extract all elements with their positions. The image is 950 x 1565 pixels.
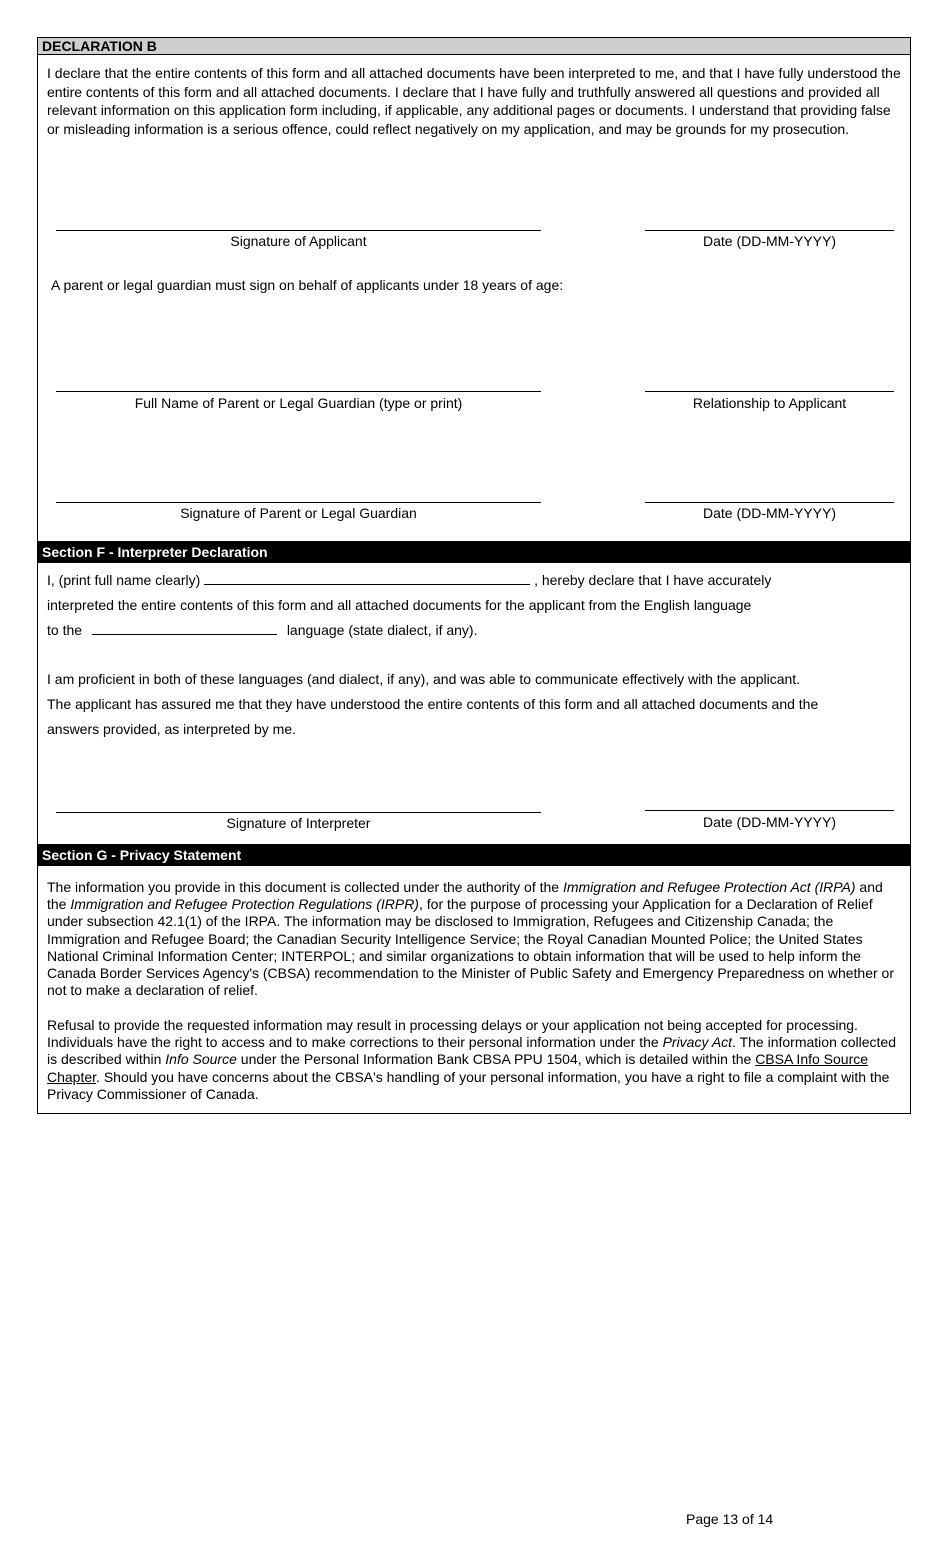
interpreter-signature-label: Signature of Interpreter	[226, 815, 371, 831]
guardian-name-label: Full Name of Parent or Legal Guardian (type or print)	[134, 395, 463, 411]
privacy-act-title: Privacy Act	[662, 1034, 733, 1051]
irpa-act-title: Immigration and Refugee Protection Act (IRPA)	[562, 879, 856, 895]
relationship-line[interactable]	[645, 391, 894, 392]
language-field[interactable]	[92, 622, 277, 635]
section-g-header: Section G - Privacy Statement	[38, 844, 910, 866]
privacy-p1-text-b: and the	[47, 879, 883, 913]
applicant-date-line[interactable]	[645, 230, 894, 231]
interpreter-para2-line2: The applicant has assured me that they have understood the entire contents of this form and all attached documents and the	[47, 696, 819, 712]
privacy-p2-text-d: . Should you have concerns about the CBSA's handling of your personal information, you have a right to file a complaint with the Privacy Commissioner of Canada.	[47, 1068, 890, 1102]
privacy-p2-text-c: under the Personal Information Bank CBSA PPU 1504, which is detailed within the	[236, 1051, 756, 1068]
interpreter-para2-line3: answers provided, as interpreted by me.	[47, 721, 297, 737]
form-frame	[37, 37, 911, 1114]
language-prefix: to the	[47, 622, 83, 638]
privacy-paragraph-2	[47, 1017, 903, 1103]
privacy-p1-text-a: The information you provide in this document is collected under the authority of the	[47, 879, 563, 895]
privacy-paragraph-1	[47, 879, 903, 999]
language-line	[47, 618, 907, 643]
privacy-p2-text-b: . The information collected is described within	[47, 1034, 897, 1068]
guardian-date-label: Date (DD-MM-YYYY)	[702, 505, 836, 521]
interpreter-date-label: Date (DD-MM-YYYY)	[702, 814, 836, 830]
interpreter-name-line	[47, 568, 907, 593]
interpreter-line2: interpreted the entire contents of this form and all attached documents for the applicant from the English language	[47, 597, 752, 613]
interpreter-name-prefix: I, (print full name clearly)	[47, 572, 201, 588]
guardian-name-line[interactable]	[56, 391, 541, 392]
page-number: Page 13 of 14	[686, 1511, 774, 1527]
guardian-date-line[interactable]	[645, 502, 894, 503]
section-f-header: Section F - Interpreter Declaration	[38, 541, 910, 563]
privacy-p1-text-c: , for the purpose of processing your Application for a Declaration of Relief under subsection 42.1(1) of the IRPA. The information may be disclosed to Immigration, Refugees and Citizenship Canada; the Immigration and Refugee Board; the Canadian Security Intelligence Service; the Royal Canadian Mounted Police; the United States National Criminal Information Center; INTERPOL; and similar organizations to obtain information that will be used to help inform the Canada Border Services Agency's (CBSA) recommendation to the Minister of Public Safety and Emergency Preparedness on whether or not to make a declaration of relief.	[47, 896, 894, 999]
applicant-date-label: Date (DD-MM-YYYY)	[702, 233, 836, 249]
guardian-signature-label: Signature of Parent or Legal Guardian	[180, 505, 417, 521]
guardian-signature-line[interactable]	[56, 502, 541, 503]
declaration-b-header: DECLARATION B	[38, 38, 910, 55]
cbsa-info-source-link[interactable]: CBSA Info Source Chapter	[47, 1051, 869, 1085]
irpr-regulations-title: Immigration and Refugee Protection Regulations (IRPR)	[70, 896, 419, 913]
language-suffix: language (state dialect, if any).	[286, 622, 478, 638]
info-source-title: Info Source	[165, 1051, 237, 1068]
declaration-b-statement: I declare that the entire contents of this form and all attached documents have been interpreted to me, and that I have fully understood the entire contents of this form and all attached documents. I declare that I have fully and truthfully answered all questions and provided all relevant information on this application form including, if applicable, any additional pages or documents. I understand that providing false or misleading information is a serious offence, could reflect negatively on my application, and may be grounds for my prosecution.	[47, 65, 901, 137]
privacy-p2-text-a: Refusal to provide the requested information may result in processing delays or your application not being accepted for processing. Individuals have the right to access and to make corrections to their personal information under the	[47, 1017, 858, 1051]
relationship-label: Relationship to Applicant	[692, 395, 847, 411]
interpreter-name-suffix: , hereby declare that I have accurately	[534, 572, 772, 588]
interpreter-para2-line1: I am proficient in both of these languages (and dialect, if any), and was able to communicate effectively with the applicant.	[47, 671, 801, 687]
interpreter-signature-line[interactable]	[56, 812, 541, 813]
applicant-signature-line[interactable]	[56, 230, 541, 231]
interpreter-name-field[interactable]	[204, 572, 530, 585]
applicant-signature-label: Signature of Applicant	[230, 233, 367, 249]
guardian-note: A parent or legal guardian must sign on behalf of applicants under 18 years of age:	[51, 277, 564, 293]
interpreter-date-line[interactable]	[645, 810, 894, 811]
